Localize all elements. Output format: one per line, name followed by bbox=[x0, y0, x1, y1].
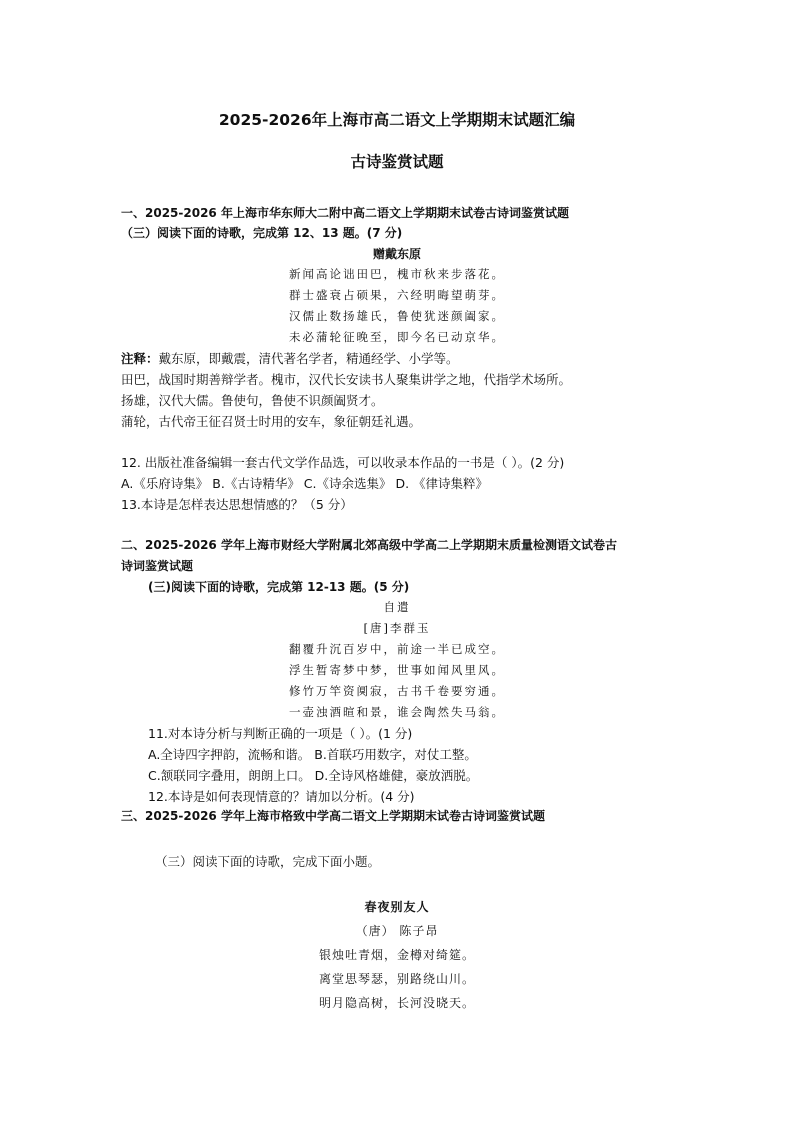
section3-poem-author: （唐） 陈子昂 bbox=[355, 924, 439, 938]
section3-instruction: （三）阅读下面的诗歌，完成下面小题。 bbox=[155, 854, 381, 869]
section1-heading: 一、2025-2026 年上海市华东师大二附中高二语文上学期期末试卷古诗词鉴赏试题 bbox=[121, 206, 569, 220]
question-11-options-cd: C.颔联同字叠用，朗朗上口。 D.全诗风格雄健，豪放洒脱。 bbox=[148, 768, 479, 783]
question-11-options-ab: A.全诗四字押韵，流畅和谐。 B.首联巧用数字，对仗工整。 bbox=[148, 747, 477, 762]
question-12: 12. 出版社准备编辑一套古代文学作品选，可以收录本作品的一书是（ ）。(2 分) bbox=[121, 455, 565, 470]
section1-note-line bbox=[121, 349, 459, 367]
section2-heading: 二、2025-2026 学年上海市财经大学附属北郊高级中学高二上学期期末质量检测语文试卷古 bbox=[121, 538, 617, 552]
section2-poem-line: 修竹万竿资阒寂，古书千卷要穷通。 bbox=[289, 684, 505, 698]
page-title: 2025-2026年上海市高二语文上学期期末试题汇编 bbox=[218, 111, 576, 129]
section2-heading-cont: 诗词鉴赏试题 bbox=[121, 559, 194, 573]
section3-poem-line: 离堂思琴瑟，别路绕山川。 bbox=[318, 972, 475, 986]
section2-poem-line: 一壶浊酒暄和景，谁会陶然失马翁。 bbox=[289, 705, 505, 719]
section3-poem-title: 春夜别友人 bbox=[364, 900, 430, 914]
section3-heading: 三、2025-2026 学年上海市格致中学高二语文上学期期末试卷古诗词鉴赏试题 bbox=[121, 809, 545, 823]
section2-poem-line: 浮生暂寄梦中梦，世事如闻风里风。 bbox=[289, 663, 505, 677]
question-12b: 12.本诗是如何表现情意的？请加以分析。(4 分) bbox=[148, 789, 415, 804]
note-text: 戴东原，即戴震，清代著名学者，精通经学、小学等。 bbox=[158, 351, 459, 366]
section1-instruction: （三）阅读下面的诗歌，完成第 12、13 题。(7 分) bbox=[121, 226, 403, 240]
section1-poem-line: 群士盛衰占硕果，六经明晦望萌芽。 bbox=[289, 288, 505, 302]
question-12-options: A.《乐府诗集》 B.《古诗精华》 C.《诗余选集》 D. 《律诗集粹》 bbox=[121, 476, 489, 491]
section1-poem-line: 汉儒止数扬雄氏，鲁使犹迷颜阖家。 bbox=[289, 309, 505, 323]
section1-note-line: 扬雄，汉代大儒。鲁使句，鲁使不识颜阖贤才。 bbox=[121, 393, 384, 408]
question-13: 13.本诗是怎样表达思想情感的？（5 分） bbox=[121, 497, 353, 512]
note-label: 注释： bbox=[121, 351, 159, 366]
section3-poem-line: 银烛吐青烟，金樽对绮筵。 bbox=[318, 948, 475, 962]
section1-poem-title: 赠戴东原 bbox=[372, 247, 421, 261]
page-subtitle: 古诗鉴赏试题 bbox=[350, 153, 444, 171]
section1-note-line: 田巴，战国时期善辩学者。槐市，汉代长安读书人聚集讲学之地，代指学术场所。 bbox=[121, 372, 572, 387]
section1-note-line: 蒲轮，古代帝王征召贤士时用的安车，象征朝廷礼遇。 bbox=[121, 414, 422, 429]
section2-instruction: (三)阅读下面的诗歌，完成第 12-13 题。(5 分) bbox=[148, 580, 410, 594]
section2-poem-author: [唐]李群玉 bbox=[363, 621, 431, 635]
section2-poem-title: 自遣 bbox=[383, 600, 411, 614]
section1-poem-line: 未必蒲轮征晚至，即今名已动京华。 bbox=[289, 330, 505, 344]
section3-poem-line: 明月隐高树，长河没晓天。 bbox=[318, 996, 475, 1010]
section1-poem-line: 新闻高论诎田巴，槐市秋来步落花。 bbox=[289, 267, 505, 281]
question-11: 11.对本诗分析与判断正确的一项是（ ）。(1 分) bbox=[148, 726, 413, 741]
section2-poem-line: 翻覆升沉百岁中，前途一半已成空。 bbox=[289, 642, 505, 656]
